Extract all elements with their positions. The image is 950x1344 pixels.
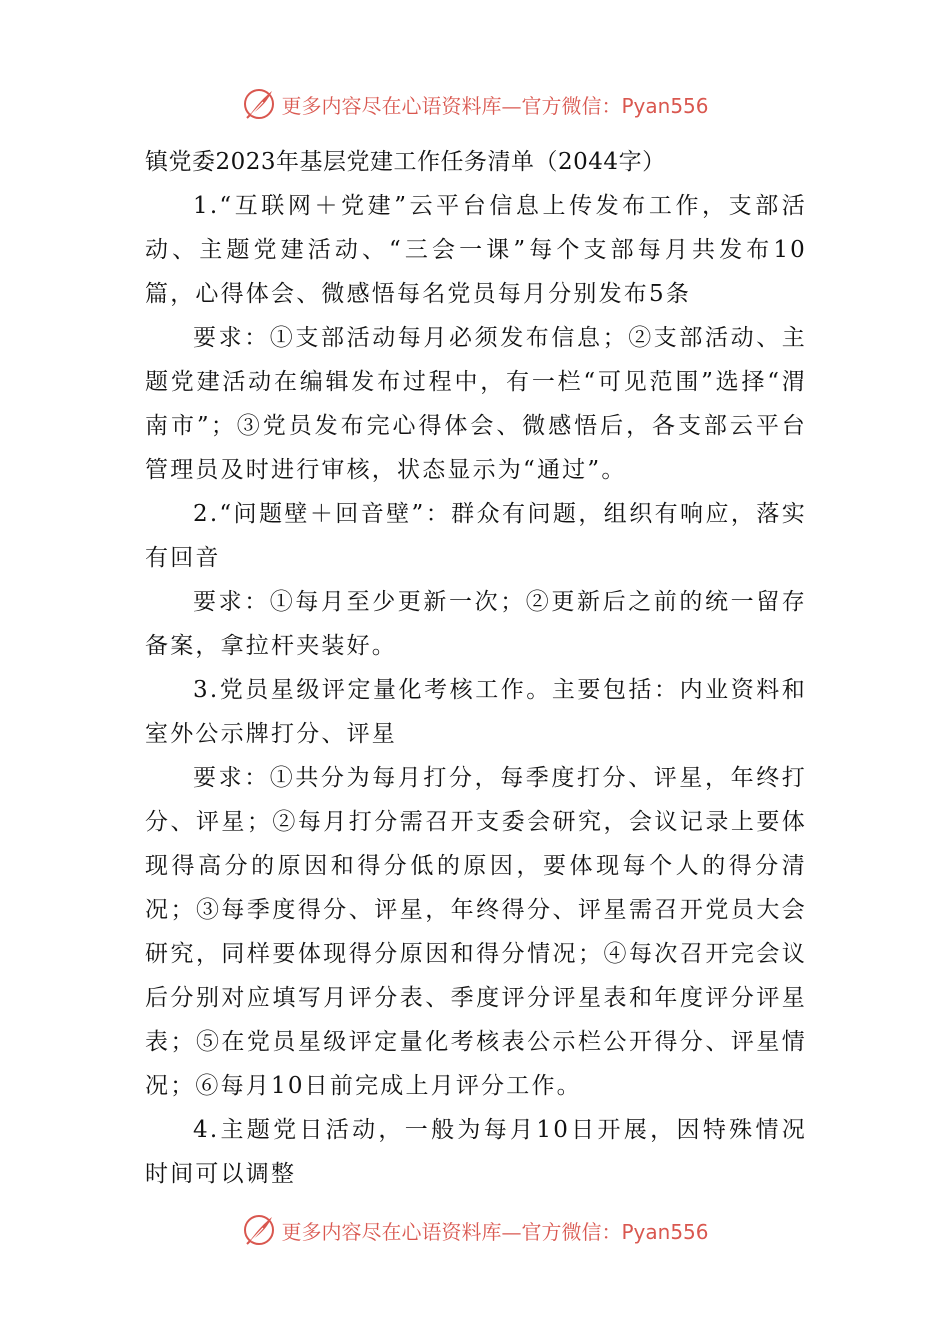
quill-pen-logo-icon (241, 86, 277, 122)
watermark-wechat-id: Pyan556 (621, 1219, 709, 1244)
watermark-dash: — (501, 93, 522, 118)
paragraph-requirements-1: 要求：①支部活动每月必须发布信息；②支部活动、主题党建活动在编辑发布过程中，有一栏“可见范围”选择“渭南市”；③党员发布完心得体会、微感悟后，各支部云平台管理员及时进行审核，状态显示为“通过”。 (145, 325, 807, 483)
paragraph-item-4: 4.主题党日活动，一般为每月10日开展，因特殊情况时间可以调整 (145, 1117, 807, 1187)
watermark-dash: — (501, 1219, 522, 1244)
watermark-text (281, 90, 708, 119)
document-body (145, 140, 807, 1196)
quill-pen-logo-icon (241, 1212, 277, 1248)
watermark-contact-label: 官方微信： (521, 1219, 622, 1244)
watermark-main-text: 更多内容尽在心语资料库 (281, 93, 502, 118)
paragraph-item-1: 1.“互联网＋党建”云平台信息上传发布工作，支部活动、主题党建活动、“三会一课”每个支部每月共发布10篇，心得体会、微感悟每名党员每月分别发布5条 (145, 193, 807, 307)
paragraph-item-2: 2.“问题壁＋回音壁”：群众有问题，组织有响应，落实有回音 (145, 501, 807, 571)
watermark-inner (241, 86, 708, 122)
watermark-inner (241, 1212, 708, 1248)
paragraph-requirements-3: 要求：①共分为每月打分，每季度打分、评星，年终打分、评星；②每月打分需召开支委会研究，会议记录上要体现得高分的原因和得分低的原因，要体现每个人的得分清况；③每季度得分、评星，年终得分、评星需召开党员大会研究，同样要体现得分原因和得分情况；④每次召开完会议后分别对应填写月评分表、季度评分评星表和年度评分评星表；⑤在党员星级评定量化考核表公示栏公开得分、评星情况；⑥每月10日前完成上月评分工作。 (145, 765, 807, 1099)
paragraph-requirements-2: 要求：①每月至少更新一次；②更新后之前的统一留存备案，拿拉杆夹装好。 (145, 589, 807, 659)
watermark-main-text: 更多内容尽在心语资料库 (281, 1219, 502, 1244)
watermark-banner-top (0, 82, 950, 126)
document-title: 镇党委2023年基层党建工作任务清单（2044字） (145, 149, 666, 175)
watermark-contact-label: 官方微信： (521, 93, 622, 118)
paragraph-item-3: 3.党员星级评定量化考核工作。主要包括：内业资料和室外公示牌打分、评星 (145, 677, 807, 747)
watermark-wechat-id: Pyan556 (621, 93, 709, 118)
watermark-banner-bottom (0, 1208, 950, 1252)
watermark-text (281, 1216, 708, 1245)
